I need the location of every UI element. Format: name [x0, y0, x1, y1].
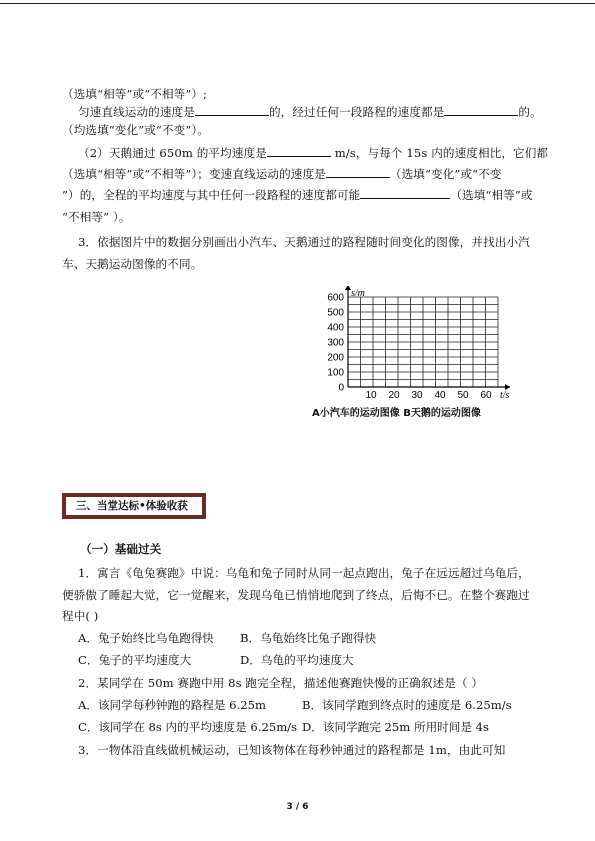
page-number: 3 / 6	[286, 802, 309, 812]
option-b[interactable]: B．乌龟始终比兔子跑得快	[240, 631, 377, 645]
y-tick-label: 200	[327, 352, 344, 364]
option-c[interactable]: C．兔子的平均速度大	[78, 653, 192, 667]
y-tick-label: 600	[327, 292, 344, 304]
text-line: 3．依据图片中的数据分别画出小汽车、天鹅通过的路程随时间变化的图像，并找出小汽	[78, 235, 530, 249]
option-c[interactable]: C．该同学在 8s 内的平均速度是 6.25m/s	[78, 720, 298, 734]
text-line: （选填“相等”或“不相等”）；变速直线运动的速度是 （选填“变化”或“不变	[62, 167, 502, 181]
answer-blank[interactable]	[195, 104, 269, 116]
answer-blank[interactable]	[267, 145, 331, 157]
y-tick-label: 300	[327, 337, 344, 349]
answer-blank[interactable]	[444, 104, 518, 116]
text-line: （选填“相等”或“不相等”）;	[62, 87, 208, 101]
question-1-text: 程中( )	[62, 609, 99, 623]
y-tick-label: 500	[327, 307, 344, 319]
x-tick-label: 60	[480, 390, 492, 401]
option-a[interactable]: A．兔子始终比乌龟跑得快	[78, 631, 214, 645]
option-a[interactable]: A．该同学每秒钟跑的路程是 6.25m	[78, 698, 266, 712]
answer-blank[interactable]	[360, 187, 450, 199]
x-tick-label: 10	[365, 390, 377, 401]
option-d[interactable]: D．乌龟的平均速度大	[240, 653, 354, 667]
x-tick-label: 20	[388, 390, 400, 401]
x-axis-label: t/s	[500, 390, 510, 401]
text-line: 车、天鹅运动图像的不同。	[62, 257, 203, 271]
question-1-text: 1．寓言《龟兔赛跑》中说：乌龟和兔子同时从同一起点跑出，兔子在远远超过乌龟后，	[78, 566, 530, 580]
x-tick-label: 40	[434, 390, 446, 401]
answer-blank[interactable]	[326, 166, 390, 178]
section-title: 三、当堂达标•体验收获	[65, 496, 203, 516]
chart-caption: A小汽车的运动图像 B天鹅的运动图像	[312, 408, 481, 419]
s-t-graph	[312, 286, 512, 402]
header-rule	[0, 3, 595, 4]
y-tick-label: 400	[327, 322, 344, 334]
y-axis-label: s/m	[351, 288, 365, 299]
text-line: “不相等” ）。	[62, 210, 131, 224]
x-tick-label: 30	[411, 390, 423, 401]
x-tick-label: 50	[457, 390, 469, 401]
subsection-title: （一）基础过关	[80, 542, 162, 556]
question-3-text: 3．一物体沿直线做机械运动，已知该物体在每秒钟通过的路程都是 1m，由此可知	[78, 743, 506, 757]
text-line: （2）天鹅通过 650m 的平均速度是 m/s，与每个 15s 内的速度相比，它们都	[78, 146, 549, 160]
text-line: ”）的，全程的平均速度与其中任何一段路程的速度都可能 （选填“相等”或	[62, 188, 533, 202]
question-2-text: 2．某同学在 50m 赛跑中用 8s 跑完全程，描述他赛跑快慢的正确叙述是（ ）	[78, 676, 484, 690]
option-d[interactable]: D．该同学跑完 25m 所用时间是 4s	[302, 720, 489, 734]
y-tick-label: 100	[327, 367, 344, 379]
text-line: 匀速直线运动的速度是 的，经过任何一段路程的速度都是 的。	[78, 105, 542, 119]
section-banner	[62, 493, 206, 519]
option-b[interactable]: B．该同学跑到终点时的速度是 6.25m/s	[302, 698, 512, 712]
y-tick-label: 0	[338, 382, 344, 394]
text-line: （均选填“变化”或“不变”）。	[62, 123, 209, 137]
question-1-text: 便骄傲了睡起大觉，它一觉醒来，发现乌龟已悄悄地爬到了终点，后悔不已。在整个赛跑过	[62, 588, 530, 602]
